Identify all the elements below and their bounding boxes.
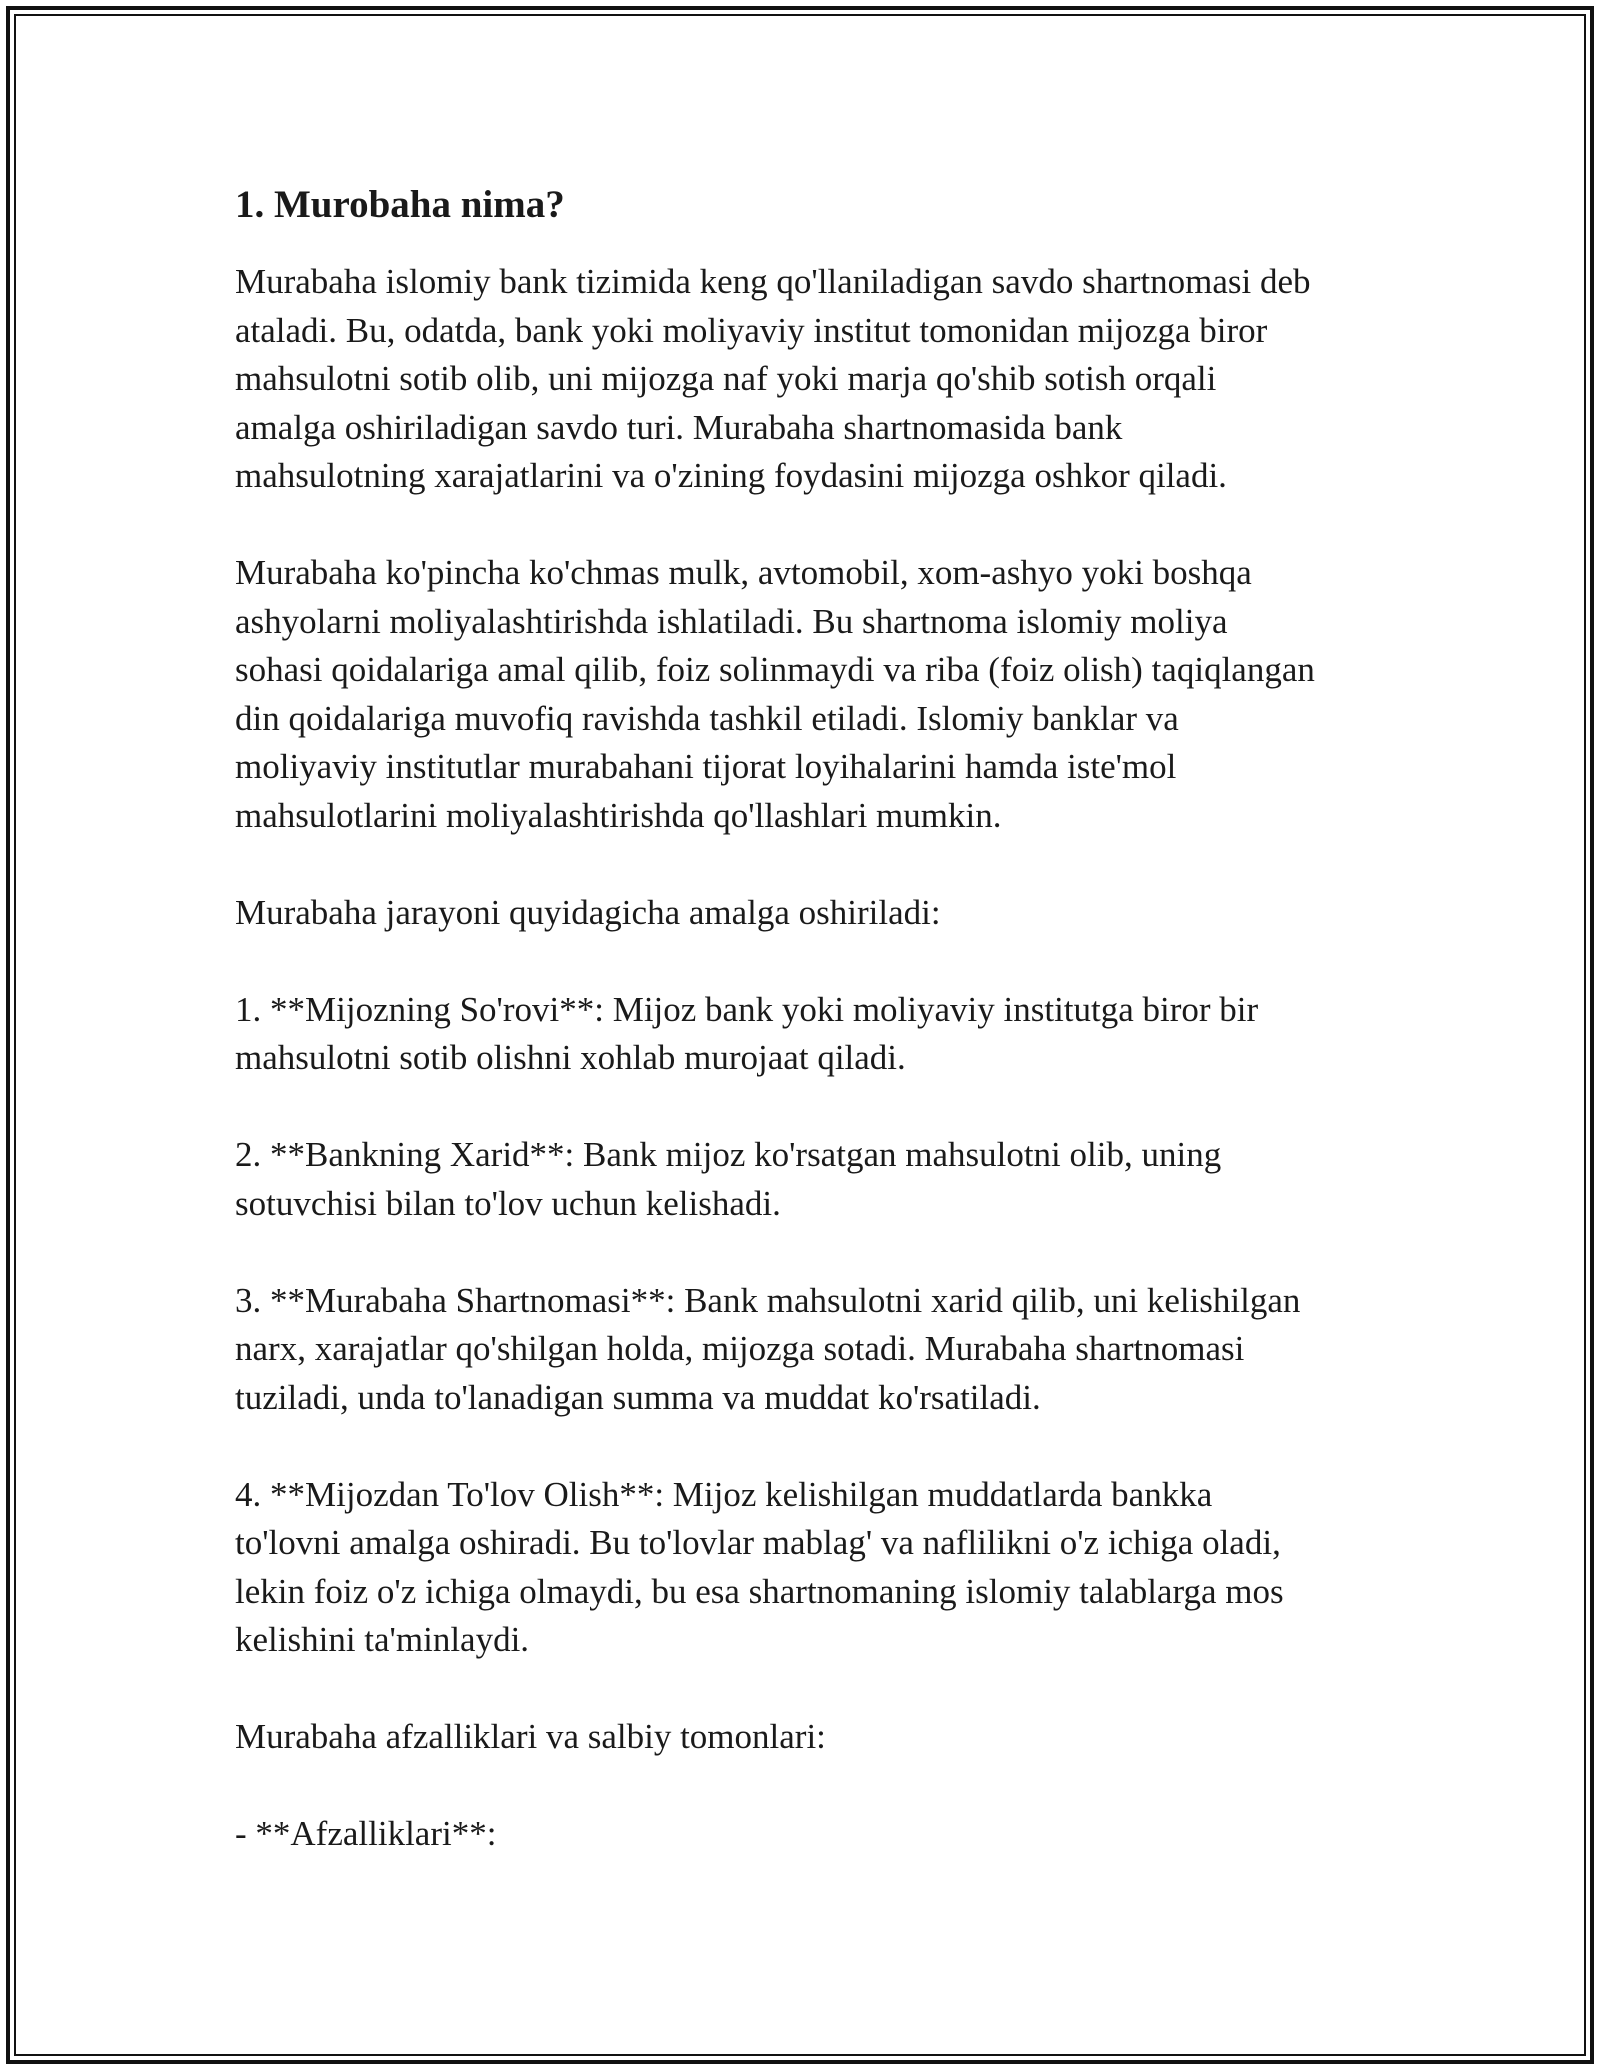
paragraph-process-intro: Murabaha jarayoni quyidagicha amalga oshiriladi: (235, 892, 941, 932)
list-item-step-2: 2. **Bankning Xarid**: Bank mijoz ko'rsatgan mahsulotni olib, uning sotuvchisi bilan to'lov uchun kelishadi. (235, 1135, 1222, 1223)
document-body (235, 180, 1385, 1859)
document-heading: 1. Murobaha nima? (235, 183, 565, 226)
paragraph-definition: Murabaha islomiy bank tizimida keng qo'llaniladigan savdo shartnomasi deb ataladi. Bu, odatda, bank yoki moliyaviy institut tomonidan mijozga biror mahsulotni sotib olib, uni mijozga naf yoki marja qo'shib sotish orqali amalga oshiriladigan savdo turi. Murabaha shartnomasida bank mahsulotning xarajatlarini va o'zining foydasini mijozga oshkor qiladi. (235, 262, 1311, 495)
list-item-step-4: 4. **Mijozdan To'lov Olish**: Mijoz kelishilgan muddatlarda bankka to'lovni amalga oshiradi. Bu to'lovlar mablag' va naflilikni o'z ichiga oladi, lekin foiz o'z ichiga olmaydi, bu esa shartnomaning islomiy talablarga mos kelishini ta'minlaydi. (235, 1474, 1284, 1659)
paragraph-pros-cons-intro: Murabaha afzalliklari va salbiy tomonlari: (235, 1717, 826, 1756)
list-item-step-1: 1. **Mijozning So'rovi**: Mijoz bank yoki moliyaviy institutga biror bir mahsulotni sotib olishni xohlab murojaat qiladi. (235, 989, 1259, 1077)
list-item-advantages: - **Afzalliklari**: (235, 1814, 497, 1853)
list-item-step-3: 3. **Murabaha Shartnomasi**: Bank mahsulotni xarid qilib, uni kelishilgan narx, xarajatlar qo'shilgan holda, mijozga sotadi. Murabaha shartnomasi tuziladi, unda to'lanadigan summa va muddat ko'rsatiladi. (235, 1280, 1301, 1417)
paragraph-usage: Murabaha ko'pincha ko'chmas mulk, avtomobil, xom-ashyo yoki boshqa ashyolarni moliyalashtirishda ishlatiladi. Bu shartnoma islomiy moliya sohasi qoidalariga amal qilib, foiz solinmaydi va riba (foiz olish) taqiqlangan din qoidalariga muvofiq ravishda tashkil etiladi. Islomiy banklar va moliyaviy institutlar murabahani tijorat loyihalarini hamda iste'mol mahsulotlarini moliyalashtirishda qo'llashlari mumkin. (235, 553, 1315, 835)
